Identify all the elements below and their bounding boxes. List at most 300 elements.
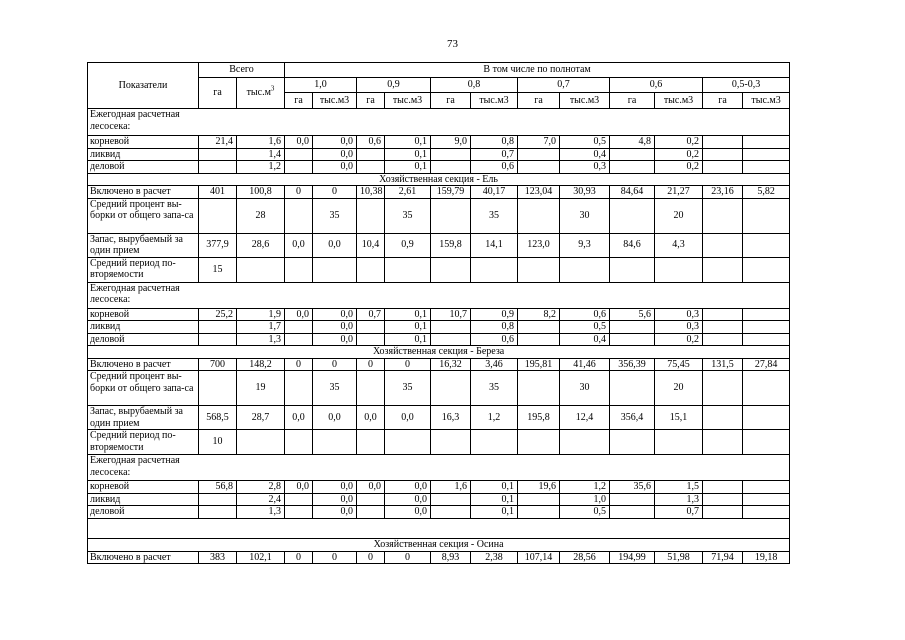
table-cell bbox=[655, 257, 703, 282]
table-cell: 0,4 bbox=[560, 333, 610, 346]
period-row bbox=[88, 430, 790, 455]
table-cell: 123,04 bbox=[518, 186, 560, 199]
table-cell: 35 bbox=[313, 198, 357, 233]
table-cell: 0,1 bbox=[385, 333, 431, 346]
table-cell: 2,38 bbox=[471, 551, 518, 564]
table-cell: 0,5 bbox=[560, 321, 610, 334]
row-label: ликвид bbox=[88, 493, 199, 506]
table-cell bbox=[703, 233, 743, 257]
table-cell: 383 bbox=[199, 551, 237, 564]
table-cell: 5,6 bbox=[610, 308, 655, 321]
cut-row bbox=[88, 481, 790, 494]
table-cell: 71,94 bbox=[703, 551, 743, 564]
table-cell bbox=[518, 257, 560, 282]
table-cell: 35 bbox=[385, 198, 431, 233]
table-cell: 2,61 bbox=[385, 186, 431, 199]
table-cell: 2,8 bbox=[237, 481, 285, 494]
table-cell: 148,2 bbox=[237, 358, 285, 371]
cut-row bbox=[88, 148, 790, 161]
table-cell bbox=[431, 257, 471, 282]
table-cell: 0 bbox=[357, 358, 385, 371]
section-title: Хозяйственная секция - Береза bbox=[88, 346, 790, 359]
table-cell bbox=[610, 493, 655, 506]
table-cell: 35 bbox=[313, 371, 357, 406]
table-cell: 0,2 bbox=[655, 148, 703, 161]
total-volume-header: $тыс.м^3$ bbox=[237, 78, 285, 109]
table-cell: 10 bbox=[199, 430, 237, 455]
density-header: 0,7 bbox=[518, 78, 610, 93]
row-label: Средний процент вы-борки от общего запа-са bbox=[88, 371, 199, 406]
table-cell bbox=[610, 333, 655, 346]
table-cell bbox=[703, 406, 743, 430]
row-label: корневой bbox=[88, 481, 199, 494]
table-cell bbox=[285, 506, 313, 519]
annual-cut-header bbox=[88, 109, 790, 136]
table-cell: 0,7 bbox=[471, 148, 518, 161]
table-cell: 8,93 bbox=[431, 551, 471, 564]
table-cell: 0,6 bbox=[357, 136, 385, 149]
table-cell: 0,5 bbox=[560, 506, 610, 519]
section-title-row bbox=[88, 538, 790, 551]
table-cell bbox=[357, 430, 385, 455]
cut-row bbox=[88, 136, 790, 149]
table-cell: 0,1 bbox=[471, 506, 518, 519]
table-cell bbox=[385, 430, 431, 455]
table-cell bbox=[199, 506, 237, 519]
table-cell: 0,1 bbox=[385, 161, 431, 174]
table-cell: 0,0 bbox=[313, 406, 357, 430]
table-cell bbox=[518, 198, 560, 233]
stock-row bbox=[88, 233, 790, 257]
spacer bbox=[88, 518, 790, 538]
table-cell bbox=[743, 198, 790, 233]
table-cell: 0 bbox=[385, 358, 431, 371]
row-label: Средний период по-вторяемости bbox=[88, 257, 199, 282]
table-cell: 0,0 bbox=[385, 406, 431, 430]
row-label: корневой bbox=[88, 308, 199, 321]
table-cell bbox=[743, 257, 790, 282]
table-cell bbox=[431, 198, 471, 233]
table-cell bbox=[703, 321, 743, 334]
row-label: Запас, вырубаемый за один прием bbox=[88, 406, 199, 430]
period-row bbox=[88, 257, 790, 282]
table-cell bbox=[357, 257, 385, 282]
table-cell bbox=[237, 257, 285, 282]
density-ha-header: га bbox=[703, 93, 743, 109]
section-title: Хозяйственная секция - Осина bbox=[88, 538, 790, 551]
table-cell: 568,5 bbox=[199, 406, 237, 430]
table-cell: 30 bbox=[560, 371, 610, 406]
density-ha-header: га bbox=[518, 93, 560, 109]
table-cell: 5,82 bbox=[743, 186, 790, 199]
table-cell bbox=[285, 198, 313, 233]
table-cell bbox=[610, 148, 655, 161]
density-header: 0,9 bbox=[357, 78, 431, 93]
table-cell: 0,0 bbox=[313, 136, 357, 149]
table-cell bbox=[610, 198, 655, 233]
table-cell bbox=[357, 333, 385, 346]
included-row bbox=[88, 358, 790, 371]
cut-row bbox=[88, 321, 790, 334]
table-cell: 51,98 bbox=[655, 551, 703, 564]
table-cell: 0,0 bbox=[357, 481, 385, 494]
row-label: Включено в расчет bbox=[88, 186, 199, 199]
table-cell: 1,0 bbox=[560, 493, 610, 506]
table-cell bbox=[703, 136, 743, 149]
table-cell: 0,1 bbox=[471, 481, 518, 494]
table-cell bbox=[703, 430, 743, 455]
table-cell: 0,2 bbox=[655, 161, 703, 174]
included-row bbox=[88, 551, 790, 564]
annual-cut-header bbox=[88, 455, 790, 481]
table-cell: 1,3 bbox=[237, 333, 285, 346]
table-cell: 195,8 bbox=[518, 406, 560, 430]
table-cell bbox=[518, 321, 560, 334]
by-density-header: В том числе по полнотам bbox=[285, 63, 790, 78]
table-cell: 0,7 bbox=[357, 308, 385, 321]
table-cell bbox=[703, 481, 743, 494]
table-cell: 35 bbox=[471, 198, 518, 233]
table-cell: 0,1 bbox=[385, 308, 431, 321]
table-cell: 194,99 bbox=[610, 551, 655, 564]
table-cell: 356,4 bbox=[610, 406, 655, 430]
stock-row bbox=[88, 406, 790, 430]
table-cell bbox=[357, 148, 385, 161]
row-label: деловой bbox=[88, 161, 199, 174]
table-cell: 0,0 bbox=[285, 136, 313, 149]
row-label: Включено в расчет bbox=[88, 551, 199, 564]
table-cell: 0,8 bbox=[471, 321, 518, 334]
table-cell: 0,6 bbox=[471, 161, 518, 174]
table-cell bbox=[703, 198, 743, 233]
table-cell bbox=[560, 257, 610, 282]
table-cell: 1,6 bbox=[431, 481, 471, 494]
table-cell bbox=[610, 371, 655, 406]
table-cell: 10,7 bbox=[431, 308, 471, 321]
table-cell bbox=[431, 148, 471, 161]
table-cell: 9,0 bbox=[431, 136, 471, 149]
table-cell bbox=[518, 430, 560, 455]
included-row bbox=[88, 186, 790, 199]
avg-percent-row bbox=[88, 371, 790, 406]
density-header: 1,0 bbox=[285, 78, 357, 93]
table-cell bbox=[431, 430, 471, 455]
table-cell bbox=[313, 257, 357, 282]
section-title: Хозяйственная секция - Ель bbox=[88, 173, 790, 186]
table-cell bbox=[610, 321, 655, 334]
density-ha-header: га bbox=[285, 93, 313, 109]
table-cell bbox=[518, 148, 560, 161]
table-cell: 0,0 bbox=[285, 481, 313, 494]
table-cell: 1,2 bbox=[560, 481, 610, 494]
table-cell: 19 bbox=[237, 371, 285, 406]
table-cell bbox=[285, 430, 313, 455]
table-cell: 0,7 bbox=[655, 506, 703, 519]
table-cell: 35 bbox=[385, 371, 431, 406]
table-cell bbox=[385, 257, 431, 282]
table-cell bbox=[431, 371, 471, 406]
table-cell bbox=[285, 493, 313, 506]
table-cell bbox=[518, 493, 560, 506]
table-cell: 1,6 bbox=[237, 136, 285, 149]
table-cell bbox=[285, 148, 313, 161]
table-cell bbox=[703, 371, 743, 406]
table-cell: 30 bbox=[560, 198, 610, 233]
table-cell bbox=[743, 493, 790, 506]
annual-cut-header: Ежегодная расчетная лесосека: bbox=[88, 282, 790, 308]
table-cell bbox=[313, 430, 357, 455]
table-cell: 23,16 bbox=[703, 186, 743, 199]
table-cell bbox=[743, 481, 790, 494]
table-cell: 21,27 bbox=[655, 186, 703, 199]
table-cell: 1,9 bbox=[237, 308, 285, 321]
table-cell: 0,3 bbox=[655, 308, 703, 321]
table-cell: 700 bbox=[199, 358, 237, 371]
density-header: 0,8 bbox=[431, 78, 518, 93]
section-title-row bbox=[88, 346, 790, 359]
table-cell bbox=[285, 333, 313, 346]
table-cell: 1,2 bbox=[237, 161, 285, 174]
table-cell: 30,93 bbox=[560, 186, 610, 199]
table-cell: 4,3 bbox=[655, 233, 703, 257]
table-cell: 0,0 bbox=[385, 506, 431, 519]
row-label: деловой bbox=[88, 506, 199, 519]
table-cell: 0,1 bbox=[385, 148, 431, 161]
table-cell: 0,0 bbox=[313, 321, 357, 334]
table-cell: 0,0 bbox=[313, 493, 357, 506]
table-cell bbox=[199, 333, 237, 346]
cut-row bbox=[88, 493, 790, 506]
table-cell: 123,0 bbox=[518, 233, 560, 257]
table-cell: 28,56 bbox=[560, 551, 610, 564]
table-cell: 100,8 bbox=[237, 186, 285, 199]
density-volume-header: тыс.м3 bbox=[655, 93, 703, 109]
table-cell bbox=[518, 506, 560, 519]
density-ha-header: га bbox=[431, 93, 471, 109]
table-cell: 27,84 bbox=[743, 358, 790, 371]
row-label: Включено в расчет bbox=[88, 358, 199, 371]
table-cell: 0,0 bbox=[313, 333, 357, 346]
table-cell bbox=[357, 198, 385, 233]
row-label: деловой bbox=[88, 333, 199, 346]
table-cell: 0 bbox=[313, 186, 357, 199]
table-cell bbox=[610, 430, 655, 455]
table-cell bbox=[357, 161, 385, 174]
table-cell: 0,0 bbox=[385, 481, 431, 494]
table-cell bbox=[285, 161, 313, 174]
table-cell: 25,2 bbox=[199, 308, 237, 321]
table-cell bbox=[703, 161, 743, 174]
table-cell bbox=[610, 257, 655, 282]
cut-row bbox=[88, 308, 790, 321]
table-cell: 0,4 bbox=[560, 148, 610, 161]
table-cell: 0,0 bbox=[313, 481, 357, 494]
table-cell: 159,8 bbox=[431, 233, 471, 257]
table-cell: 9,3 bbox=[560, 233, 610, 257]
total-ha-header: га bbox=[199, 78, 237, 109]
table-cell: 4,8 bbox=[610, 136, 655, 149]
table-cell bbox=[518, 333, 560, 346]
table-cell bbox=[743, 308, 790, 321]
table-cell: 0,2 bbox=[655, 333, 703, 346]
table-cell bbox=[431, 321, 471, 334]
table-cell: 0,0 bbox=[313, 233, 357, 257]
density-header: 0,5-0,3 bbox=[703, 78, 790, 93]
density-volume-header: тыс.м3 bbox=[743, 93, 790, 109]
table-cell: 1,3 bbox=[655, 493, 703, 506]
table-cell: 0,0 bbox=[285, 233, 313, 257]
table-cell bbox=[431, 161, 471, 174]
table-cell: 15 bbox=[199, 257, 237, 282]
table-cell bbox=[560, 430, 610, 455]
table-cell: 56,8 bbox=[199, 481, 237, 494]
cut-row bbox=[88, 161, 790, 174]
table-cell: 0 bbox=[285, 551, 313, 564]
table-cell: 20 bbox=[655, 371, 703, 406]
table-cell bbox=[431, 493, 471, 506]
table-cell: 0 bbox=[357, 551, 385, 564]
row-label: Средний период по-вторяемости bbox=[88, 430, 199, 455]
table-cell bbox=[743, 430, 790, 455]
table-cell bbox=[743, 371, 790, 406]
table-cell: 0,1 bbox=[385, 136, 431, 149]
spacer-row bbox=[88, 518, 790, 538]
annual-cut-header: Ежегодная расчетная лесосека: bbox=[88, 109, 790, 136]
page-number: 73 bbox=[447, 38, 458, 50]
table-cell: 377,9 bbox=[199, 233, 237, 257]
density-volume-header: тыс.м3 bbox=[560, 93, 610, 109]
table-cell bbox=[431, 506, 471, 519]
table-cell: 35 bbox=[471, 371, 518, 406]
table-cell: 0,0 bbox=[313, 161, 357, 174]
table-cell bbox=[357, 321, 385, 334]
table-cell: 1,4 bbox=[237, 148, 285, 161]
table-cell: 28,6 bbox=[237, 233, 285, 257]
table-cell: 0,0 bbox=[313, 148, 357, 161]
table-cell: 0,3 bbox=[655, 321, 703, 334]
table-cell: 159,79 bbox=[431, 186, 471, 199]
table-cell: 28,7 bbox=[237, 406, 285, 430]
table-cell bbox=[518, 371, 560, 406]
table-cell: 0,8 bbox=[471, 136, 518, 149]
cut-row bbox=[88, 506, 790, 519]
table-cell: 0 bbox=[313, 358, 357, 371]
row-label: Средний процент вы-борки от общего запа-са bbox=[88, 198, 199, 233]
table-cell: 0,6 bbox=[471, 333, 518, 346]
table-cell: 0,0 bbox=[385, 493, 431, 506]
table-cell bbox=[357, 506, 385, 519]
table-cell: 102,1 bbox=[237, 551, 285, 564]
row-label: Запас, вырубаемый за один прием bbox=[88, 233, 199, 257]
density-volume-header: тыс.м3 bbox=[471, 93, 518, 109]
table-cell bbox=[703, 148, 743, 161]
table-cell: 16,3 bbox=[431, 406, 471, 430]
table-cell bbox=[703, 333, 743, 346]
table-cell: 14,1 bbox=[471, 233, 518, 257]
indicator-header: Показатели bbox=[88, 63, 199, 109]
density-ha-header: га bbox=[610, 93, 655, 109]
table-cell: 12,4 bbox=[560, 406, 610, 430]
table-cell: 10,38 bbox=[357, 186, 385, 199]
table-cell: 0,1 bbox=[385, 321, 431, 334]
table-cell bbox=[743, 161, 790, 174]
table-cell: 0,3 bbox=[560, 161, 610, 174]
table-cell bbox=[285, 257, 313, 282]
table-cell bbox=[743, 506, 790, 519]
table-cell bbox=[285, 371, 313, 406]
density-ha-header: га bbox=[357, 93, 385, 109]
table-cell bbox=[703, 493, 743, 506]
table-cell: 356,39 bbox=[610, 358, 655, 371]
table-cell: 0,0 bbox=[285, 308, 313, 321]
table-cell: 35,6 bbox=[610, 481, 655, 494]
density-volume-header: тыс.м3 bbox=[313, 93, 357, 109]
row-label: ликвид bbox=[88, 321, 199, 334]
table-cell: 0 bbox=[285, 186, 313, 199]
density-volume-header: тыс.м3 bbox=[385, 93, 431, 109]
table-cell bbox=[743, 136, 790, 149]
table-cell: 84,64 bbox=[610, 186, 655, 199]
cut-row bbox=[88, 333, 790, 346]
table-cell: 41,46 bbox=[560, 358, 610, 371]
table-cell: 195,81 bbox=[518, 358, 560, 371]
table-cell: 0,9 bbox=[385, 233, 431, 257]
table-cell: 7,0 bbox=[518, 136, 560, 149]
table-cell bbox=[357, 493, 385, 506]
table-cell: 0,0 bbox=[313, 308, 357, 321]
total-header: Всего bbox=[199, 63, 285, 78]
table-cell: 75,45 bbox=[655, 358, 703, 371]
density-header: 0,6 bbox=[610, 78, 703, 93]
table-cell bbox=[743, 321, 790, 334]
table-cell bbox=[471, 257, 518, 282]
table-cell: 0,0 bbox=[357, 406, 385, 430]
table-cell bbox=[743, 333, 790, 346]
table-cell bbox=[703, 308, 743, 321]
table-cell bbox=[743, 406, 790, 430]
annual-cut-header bbox=[88, 282, 790, 308]
table-cell bbox=[743, 233, 790, 257]
table-cell bbox=[199, 371, 237, 406]
row-label: ликвид bbox=[88, 148, 199, 161]
table-cell: 0,0 bbox=[285, 406, 313, 430]
table-cell: 84,6 bbox=[610, 233, 655, 257]
table-cell: 20 bbox=[655, 198, 703, 233]
table-cell: 0,0 bbox=[313, 506, 357, 519]
table-cell: 19,18 bbox=[743, 551, 790, 564]
table-cell bbox=[199, 321, 237, 334]
table-cell bbox=[703, 257, 743, 282]
annual-cut-header: Ежегодная расчетная лесосека: bbox=[88, 455, 790, 481]
table-cell: 1,2 bbox=[471, 406, 518, 430]
table-cell: 0 bbox=[313, 551, 357, 564]
table-cell: 10,4 bbox=[357, 233, 385, 257]
table-cell bbox=[655, 430, 703, 455]
table-cell bbox=[199, 493, 237, 506]
table-cell: 8,2 bbox=[518, 308, 560, 321]
table-cell: 0,5 bbox=[560, 136, 610, 149]
table-cell: 19,6 bbox=[518, 481, 560, 494]
table-cell: 0,6 bbox=[560, 308, 610, 321]
table-cell bbox=[357, 371, 385, 406]
table-cell bbox=[199, 161, 237, 174]
table-cell bbox=[743, 148, 790, 161]
table-cell bbox=[237, 430, 285, 455]
section-title-row bbox=[88, 173, 790, 186]
table-cell bbox=[285, 321, 313, 334]
table-cell: 401 bbox=[199, 186, 237, 199]
table-cell: 1,7 bbox=[237, 321, 285, 334]
